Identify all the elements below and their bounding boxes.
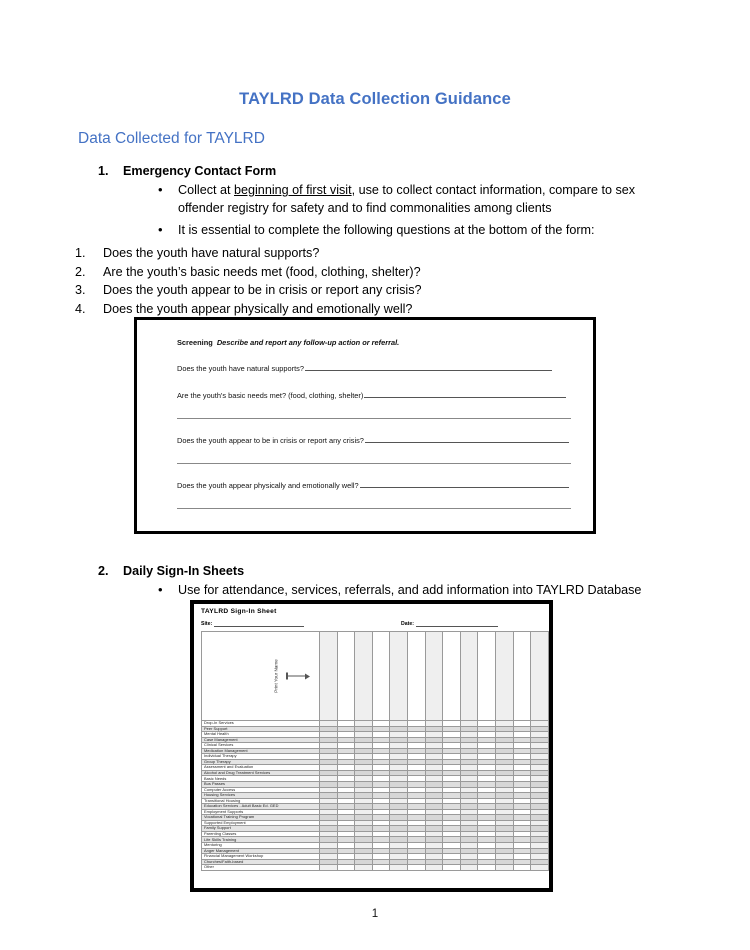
- signin-column-header[interactable]: [425, 632, 443, 721]
- screening-form-image: [134, 317, 596, 534]
- service-checkbox-cell[interactable]: [337, 865, 355, 871]
- service-label: Computer Access: [202, 787, 320, 793]
- answer-line: [177, 417, 571, 419]
- service-checkbox-cell[interactable]: [372, 865, 390, 871]
- question-number: 1.: [75, 245, 86, 260]
- service-label: Mentoring: [202, 843, 320, 849]
- signin-sheet-content: [194, 604, 549, 871]
- service-label: Medication Management: [202, 748, 320, 754]
- signin-column-header[interactable]: [496, 632, 514, 721]
- signin-sheet-table: [201, 631, 549, 871]
- bullet-list-2: [0, 582, 750, 600]
- date-label: Date:: [401, 621, 414, 627]
- screening-form-content: [137, 320, 593, 509]
- site-label: Site:: [201, 621, 213, 627]
- service-label: Education Services - Adult Basic Ed. GED: [202, 804, 320, 810]
- signin-column-header[interactable]: [513, 632, 531, 721]
- question-list: [0, 244, 750, 320]
- site-field: [201, 620, 401, 627]
- answer-line: [305, 363, 552, 371]
- answer-line: [365, 435, 569, 443]
- service-label: Family Support: [202, 826, 320, 832]
- outline-number-2: 2.: [98, 564, 109, 579]
- answer-line: [177, 507, 571, 509]
- service-label: Vocational Training Program: [202, 815, 320, 821]
- outline-number-1: 1.: [98, 164, 109, 178]
- signin-column-header[interactable]: [372, 632, 390, 721]
- screening-label: Screening: [177, 338, 213, 347]
- service-label: Churches/Faith-based: [202, 859, 320, 865]
- service-checkbox-cell[interactable]: [531, 865, 549, 871]
- question-text: Does the youth have natural supports?: [103, 245, 320, 260]
- question-item: [75, 263, 750, 282]
- answer-line: [360, 480, 569, 488]
- signin-sheet-title: TAYLRD Sign-In Sheet: [201, 608, 277, 615]
- bullet-item: [155, 582, 668, 600]
- service-label: Clinical Services: [202, 743, 320, 749]
- signin-column-header[interactable]: [531, 632, 549, 721]
- screening-question-row: [177, 435, 569, 445]
- screening-question-row: [177, 363, 569, 373]
- date-input-line: [416, 620, 498, 627]
- signin-column-header[interactable]: [355, 632, 373, 721]
- service-label: Alcohol and Drug Treatment Services: [202, 770, 320, 776]
- service-label: Employment Supports: [202, 809, 320, 815]
- service-checkbox-cell[interactable]: [355, 865, 373, 871]
- service-label: Peer Support: [202, 726, 320, 732]
- signin-column-header[interactable]: [337, 632, 355, 721]
- service-checkbox-cell[interactable]: [443, 865, 461, 871]
- bullet-text-after: , use to collect contact information, compare to sex offender registry for safety and to find commonalities among clients: [178, 183, 636, 215]
- bullet-text: Use for attendance, services, referrals, and add information into TAYLRD Database: [178, 583, 642, 598]
- service-label: Drop-In Services: [202, 721, 320, 727]
- question-item: [75, 281, 750, 300]
- outline-heading-2: Daily Sign-In Sheets: [123, 564, 245, 579]
- service-label: Assessment and Evaluation: [202, 765, 320, 771]
- date-field: [401, 620, 498, 627]
- answer-line: [177, 462, 571, 464]
- service-label: Other: [202, 865, 320, 871]
- bullet-item: [155, 182, 668, 218]
- screening-question-row: [177, 390, 569, 400]
- signin-column-header[interactable]: [408, 632, 426, 721]
- service-label: Individual Therapy: [202, 754, 320, 760]
- service-checkbox-cell[interactable]: [408, 865, 426, 871]
- name-column-label: Print Your Name: [273, 659, 279, 693]
- screening-question-row: [177, 480, 569, 490]
- signin-sheet-image: [190, 600, 553, 892]
- bullet-text: It is essential to complete the following questions at the bottom of the form:: [178, 222, 595, 237]
- question-text: Does the youth appear physically and emotionally well?: [103, 302, 413, 317]
- page-title: TAYLRD Data Collection Guidance: [239, 90, 511, 108]
- signin-sheet-meta: [201, 620, 542, 627]
- screening-question-text: Does the youth appear physically and emotionally well?: [177, 481, 359, 490]
- site-input-line: [214, 620, 304, 627]
- question-text: Are the youth’s basic needs met (food, clothing, shelter)?: [103, 264, 421, 279]
- question-number: 2.: [75, 264, 86, 279]
- service-label: Group Therapy: [202, 759, 320, 765]
- signin-column-header[interactable]: [443, 632, 461, 721]
- service-checkbox-cell[interactable]: [513, 865, 531, 871]
- service-checkbox-cell[interactable]: [496, 865, 514, 871]
- screening-question-text: Are the youth's basic needs met? (food, clothing, shelter): [177, 391, 364, 400]
- screening-question-text: Does the youth appear to be in crisis or report any crisis?: [177, 436, 364, 445]
- screening-form-header: [177, 338, 569, 347]
- bullet-list-1: [0, 182, 750, 240]
- question-item: [75, 244, 750, 263]
- bullet-text-before: Collect at: [178, 183, 234, 197]
- section-heading: Data Collected for TAYLRD: [78, 130, 265, 147]
- service-checkbox-cell[interactable]: [425, 865, 443, 871]
- service-checkbox-cell[interactable]: [460, 865, 478, 871]
- arrow-icon: [286, 673, 310, 680]
- service-label: Supported Employment: [202, 820, 320, 826]
- service-checkbox-cell[interactable]: [478, 865, 496, 871]
- outline-item-1: [0, 148, 750, 178]
- service-label: Anger Management: [202, 848, 320, 854]
- service-label: Case Management: [202, 737, 320, 743]
- service-checkbox-cell[interactable]: [390, 865, 408, 871]
- service-label: Basic Needs: [202, 776, 320, 782]
- service-label: Bus Passes: [202, 782, 320, 788]
- service-row: [202, 865, 549, 871]
- bullet-item: [155, 222, 668, 240]
- answer-line: [364, 390, 566, 398]
- bullet-text-underlined: beginning of first visit: [234, 183, 352, 197]
- service-label: Life Skills Training: [202, 837, 320, 843]
- page-number: 1: [371, 908, 379, 920]
- screening-question-text: Does the youth have natural supports?: [177, 364, 304, 373]
- signin-column-header[interactable]: [390, 632, 408, 721]
- service-label: Transitional Housing: [202, 798, 320, 804]
- question-text: Does the youth appear to be in crisis or report any crisis?: [103, 283, 422, 298]
- service-label: Parenting Classes: [202, 831, 320, 837]
- service-checkbox-cell[interactable]: [320, 865, 338, 871]
- name-column-header: [202, 632, 320, 721]
- outline-heading-1: Emergency Contact Form: [123, 164, 277, 178]
- service-label: Housing Services: [202, 793, 320, 799]
- signin-column-header[interactable]: [460, 632, 478, 721]
- question-number: 3.: [75, 283, 86, 298]
- service-label: Mental Health: [202, 732, 320, 738]
- signin-column-header[interactable]: [478, 632, 496, 721]
- signin-sheet-header-row: [202, 632, 549, 721]
- signin-column-header[interactable]: [320, 632, 338, 721]
- service-label: Financial Management Workshop: [202, 854, 320, 860]
- question-number: 4.: [75, 302, 86, 317]
- screening-instruction: Describe and report any follow-up action or referral.: [216, 338, 400, 347]
